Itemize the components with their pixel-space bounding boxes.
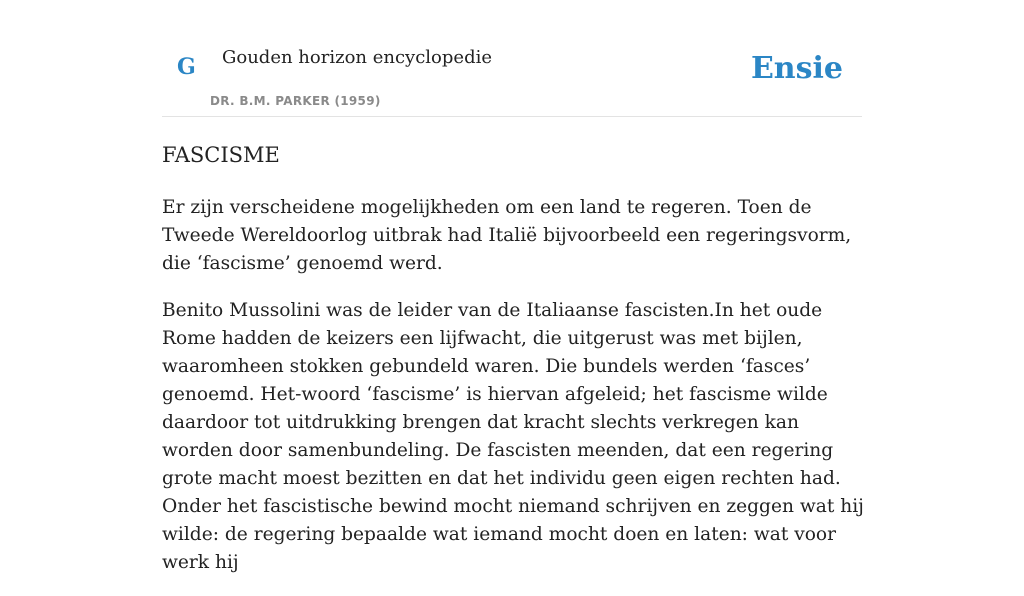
book-logo[interactable]: G xyxy=(177,54,196,80)
brand-logo-link[interactable]: Ensie xyxy=(750,51,843,86)
book-author: DR. B.M. PARKER (1959) xyxy=(210,94,381,108)
article xyxy=(162,138,864,596)
book-title-link[interactable]: Gouden horizon encyclopedie xyxy=(222,47,492,68)
article-title: FASCISME xyxy=(162,143,280,167)
article-paragraph: Benito Mussolini was de leider van de Italiaanse fascisten.In het oude Rome hadden de keizers een lijfwacht, die uitgerust was met bijlen, waaromheen stokken gebundeld waren. Die bundels werden ‘fasces’ genoemd. Het-woord ‘fascisme’ is hiervan afgeleid; het fascisme wilde daardoor tot uitdrukking brengen dat kracht slechts verkregen kan worden door samenbundeling. De fascisten meenden, dat een regering grote macht moest bezitten en dat het individu geen eigen rechten had. Onder het fascistische bewind mocht niemand schrijven en zeggen wat hij wilde: de regering bepaalde wat iemand mocht doen en laten: wat voor werk hij xyxy=(162,300,864,573)
article-paragraph: Er zijn verscheidene mogelijkheden om een land te regeren. Toen de Tweede Wereldoorlog uitbrak had Italië bijvoorbeeld een regeringsvorm, die ‘fascisme’ genoemd werd. xyxy=(162,197,852,274)
header xyxy=(162,0,862,117)
